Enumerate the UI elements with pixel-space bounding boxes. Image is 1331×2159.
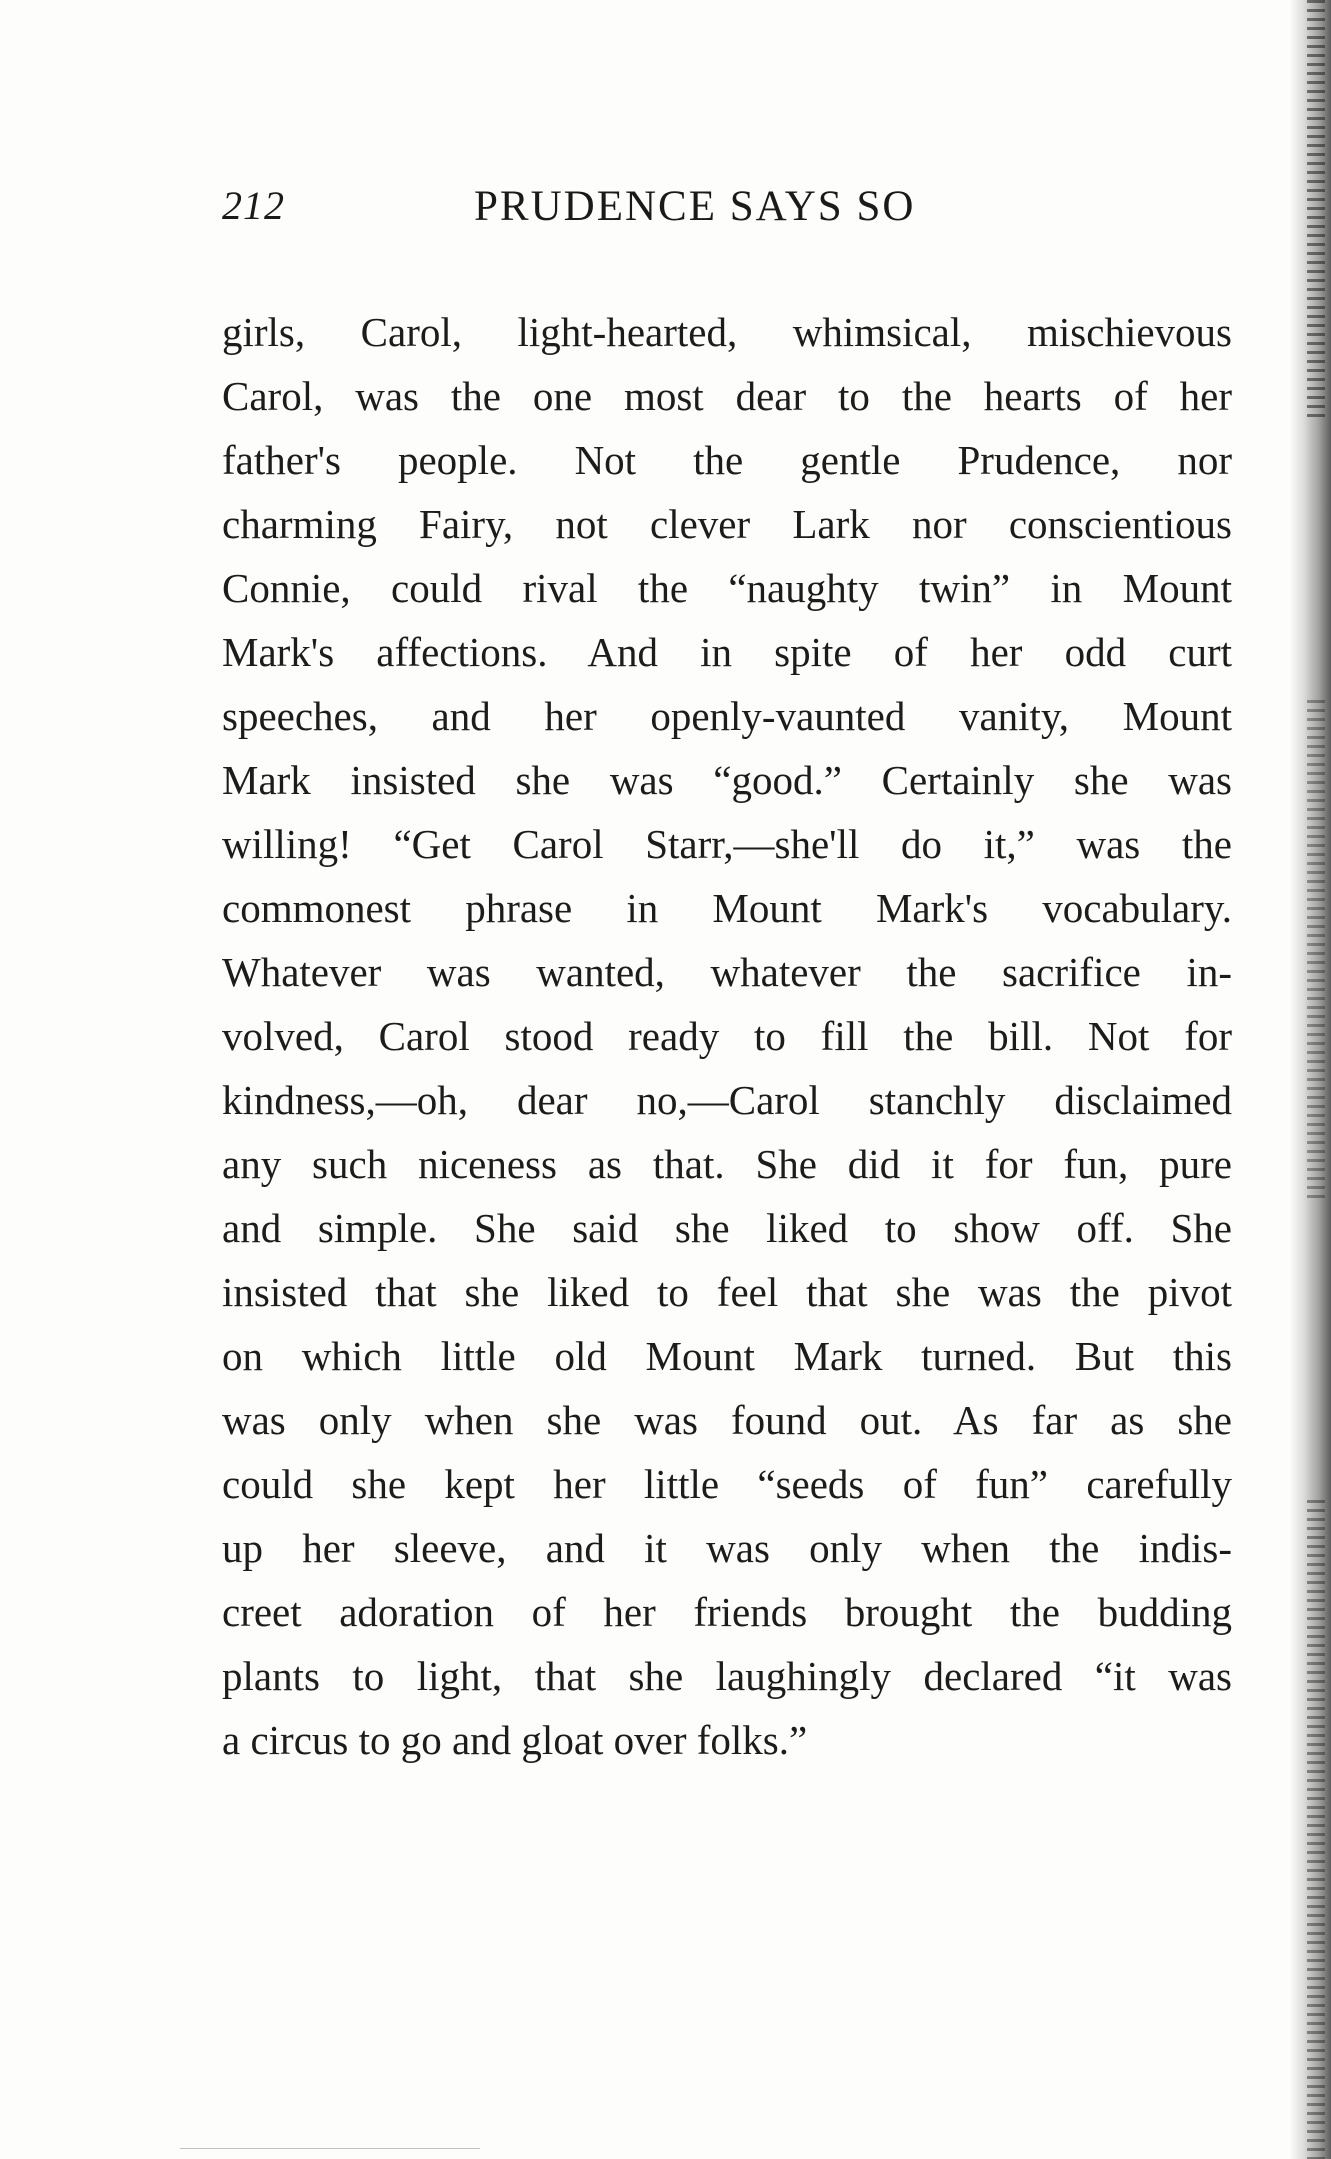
running-head: [222, 182, 1232, 232]
text-line: could she kept her little “seeds of fun” carefully: [222, 1461, 1232, 1507]
text-line: up her sleeve, and it was only when the indis-: [222, 1525, 1232, 1571]
text-line: plants to light, that she laughingly declared “it was: [222, 1653, 1232, 1699]
text-line: and simple. She said she liked to show off. She: [222, 1205, 1232, 1251]
text-line: on which little old Mount Mark turned. But this: [222, 1333, 1232, 1379]
text-line: speeches, and her openly-vaunted vanity, Mount: [222, 693, 1232, 739]
text-line: Mark's affections. And in spite of her odd curt: [222, 629, 1232, 675]
text-line: commonest phrase in Mount Mark's vocabulary.: [222, 885, 1232, 931]
text-line: any such niceness as that. She did it for fun, pure: [222, 1141, 1232, 1187]
text-line: Carol, was the one most dear to the hearts of her: [222, 373, 1232, 419]
text-line: charming Fairy, not clever Lark nor conscientious: [222, 501, 1232, 547]
text-line: Whatever was wanted, whatever the sacrifice in-: [222, 949, 1232, 995]
text-line: Mark insisted she was “good.” Certainly she was: [222, 757, 1232, 803]
text-line: was only when she was found out. As far as she: [222, 1397, 1232, 1443]
running-title: PRUDENCE SAYS SO: [474, 183, 916, 230]
text-line: Connie, could rival the “naughty twin” in Mount: [222, 565, 1232, 611]
text-line: volved, Carol stood ready to fill the bill. Not for: [222, 1013, 1232, 1059]
page-edge-texture: [1307, 1500, 1325, 2159]
text-line: creet adoration of her friends brought the budding: [222, 1589, 1232, 1635]
page-edge-texture: [1307, 700, 1325, 1200]
text-line: a circus to go and gloat over folks.”: [222, 1717, 808, 1763]
text-line: father's people. Not the gentle Prudence, nor: [222, 437, 1232, 483]
text-line: insisted that she liked to feel that she was the pivot: [222, 1269, 1232, 1315]
text-line: girls, Carol, light-hearted, whimsical, mischievous: [222, 309, 1232, 355]
text-line: willing! “Get Carol Starr,—she'll do it,” was the: [222, 821, 1232, 867]
body-text: [222, 300, 1232, 1772]
text-line: kindness,—oh, dear no,—Carol stanchly disclaimed: [222, 1077, 1232, 1123]
page-number: 212: [222, 183, 285, 228]
page-edge-texture: [1307, 0, 1325, 420]
bottom-edge-mark: [180, 2148, 480, 2149]
